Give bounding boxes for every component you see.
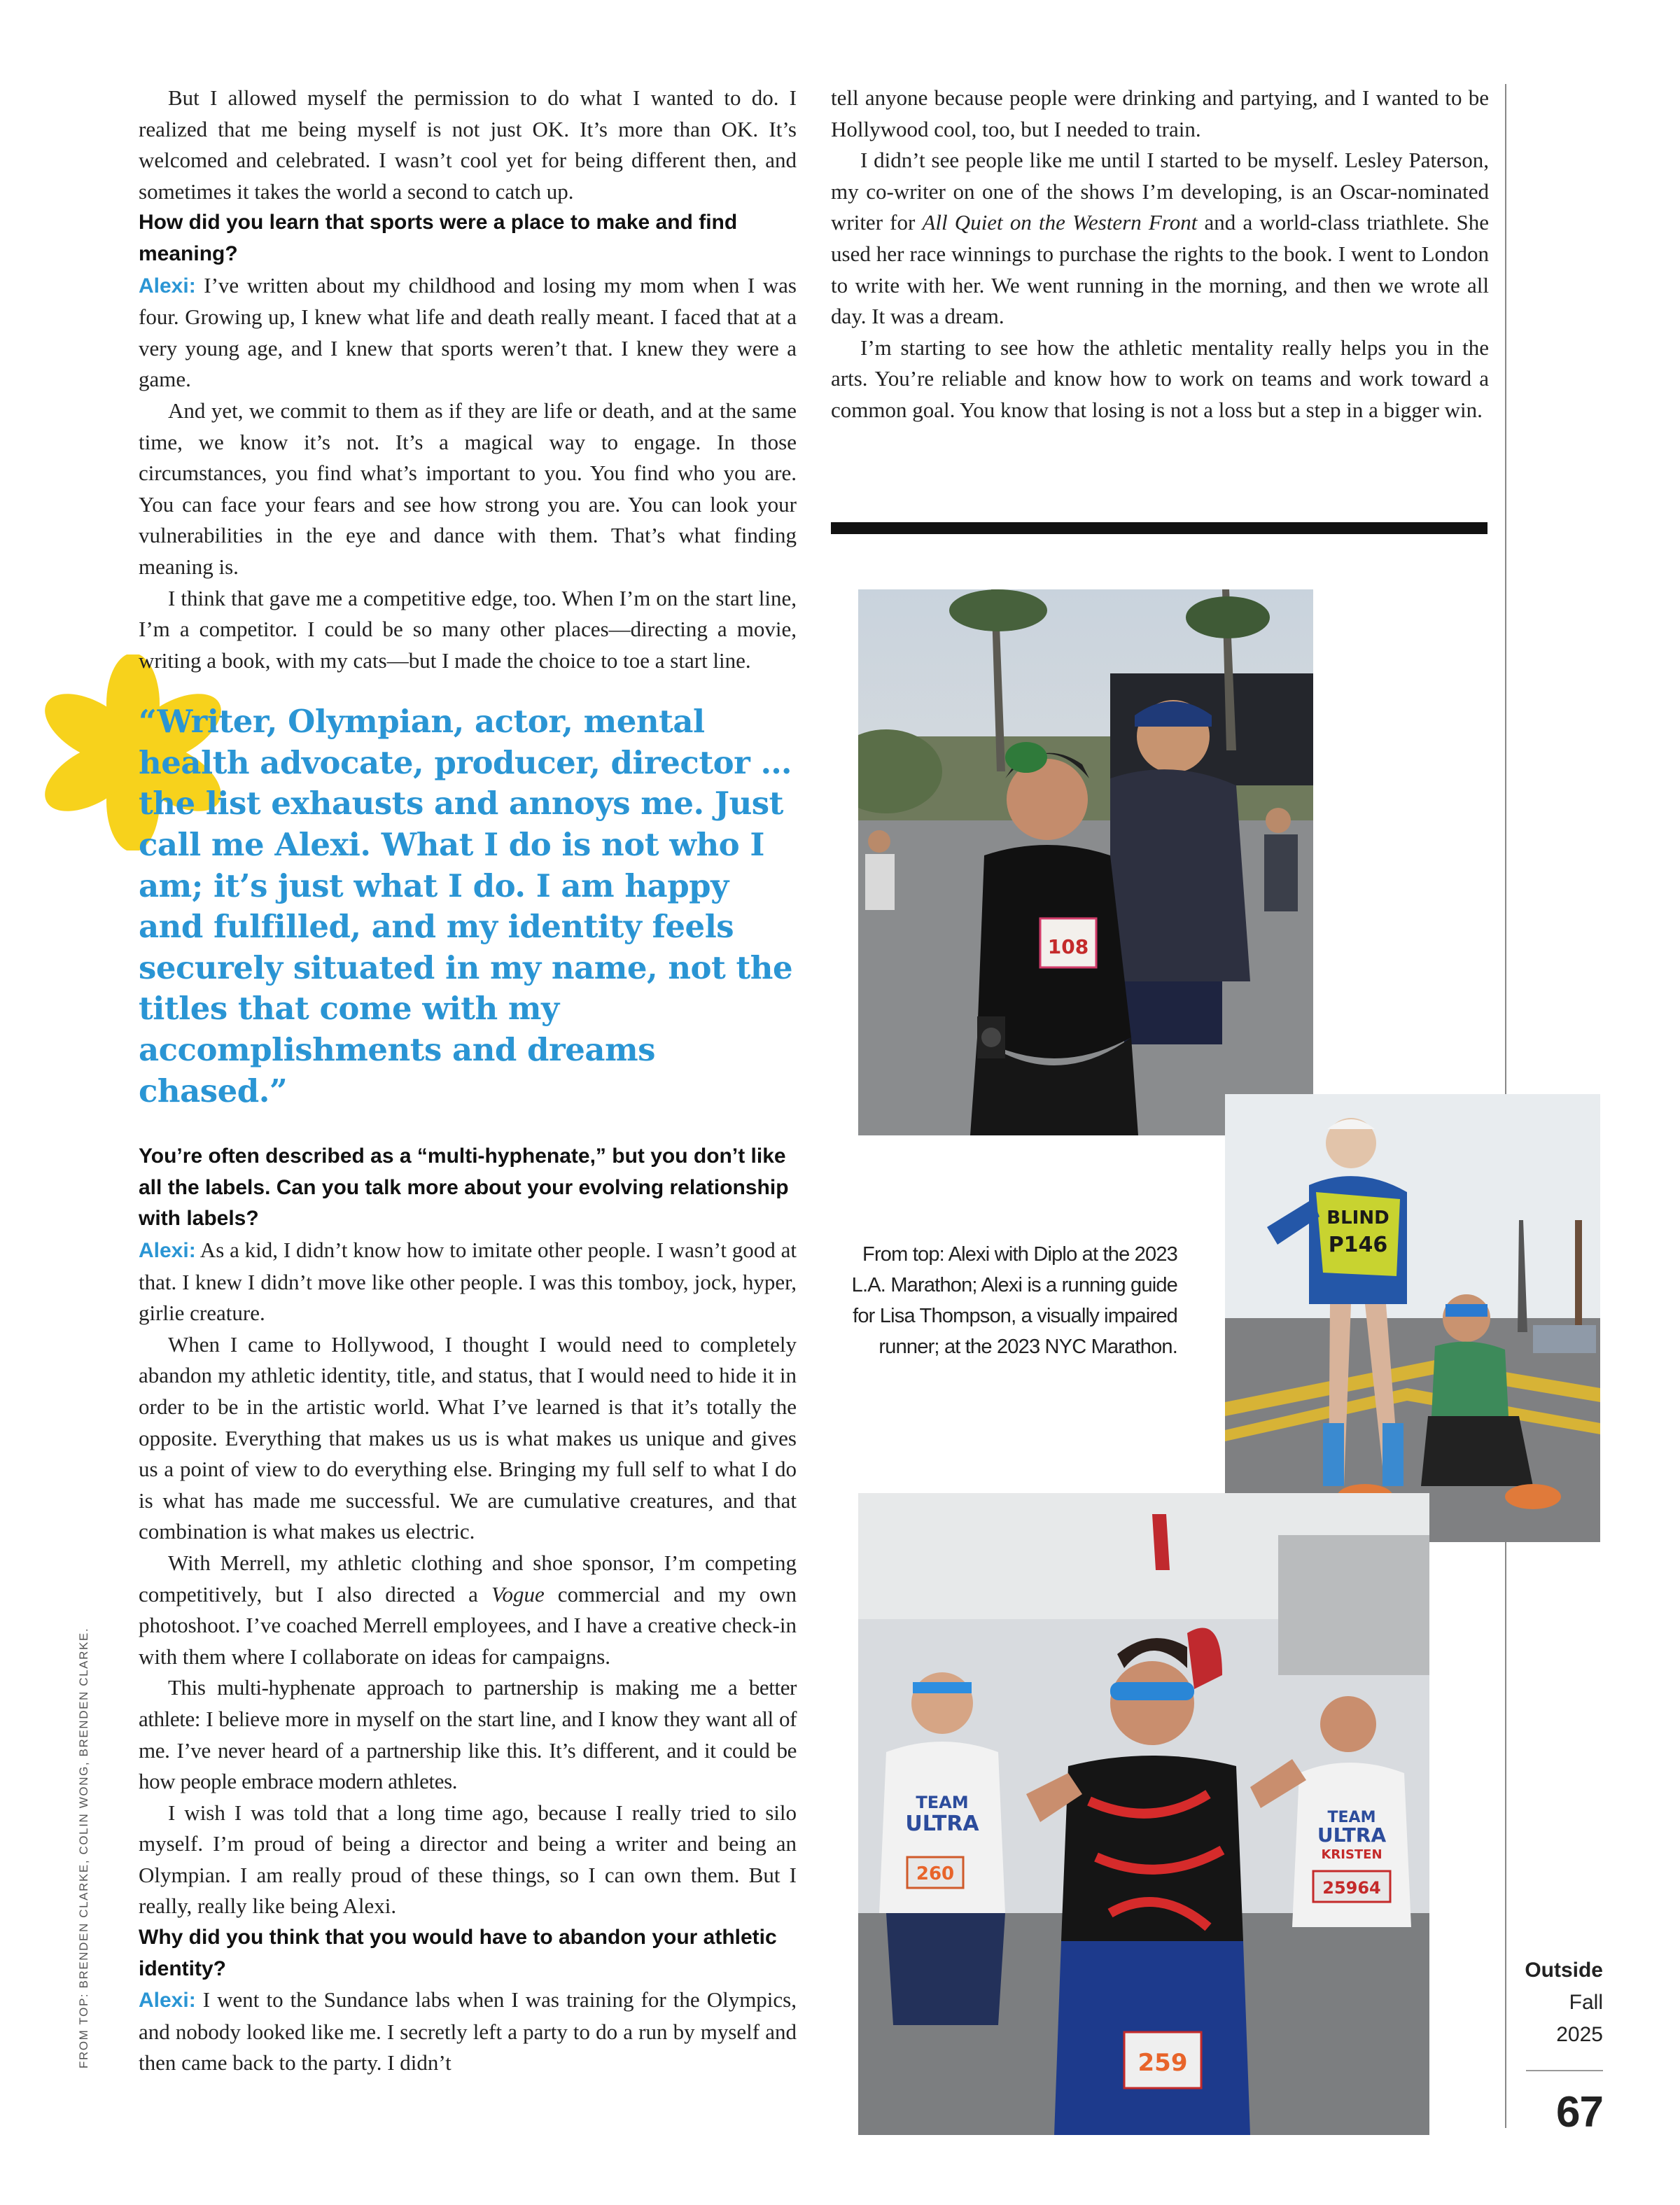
answer-text: I went to the Sundance labs when I was training for the Olympics, and nobody looked like me. I secretly left a party to do a run by myself and then came back to the party. I didn’t: [139, 1987, 797, 2076]
bib-number: 25964: [1322, 1878, 1381, 1898]
film-title: All Quiet on the Western Front: [922, 210, 1198, 235]
bib-number: P146: [1328, 1233, 1388, 1257]
answer-paragraph: [139, 1984, 797, 2079]
answer-paragraph: [139, 1235, 797, 1329]
answer-text: I’ve written about my childhood and losing my mom when I was four. Growing up, I knew what life and death really meant. I faced that at a very young age, and I knew that sports weren’t that. I knew they were a game.: [139, 272, 797, 392]
answer-text: As a kid, I didn’t know how to imitate other people. I wasn’t good at that. I knew I didn’t move like other people. I was this tomboy, jock, hyper, girlie creature.: [139, 1238, 797, 1326]
body-paragraph: I’m starting to see how the athletic mentality really helps you in the arts. You’re reliable and know how to work on teams and work toward a common goal. You know that losing is not a loss but a step in a bigger win.: [831, 335, 1489, 422]
left-column: [139, 83, 797, 2079]
shirt-text: ULTRA: [1317, 1823, 1387, 1847]
body-paragraph: [831, 145, 1489, 332]
question-heading: Why did you think that you would have to abandon your athletic identity?: [139, 1926, 777, 1980]
body-text: commercial and my own photoshoot. I’ve coached Merrell employees, and I have a creative check-in with them where I collaborate on ideas for campaigns.: [139, 1581, 797, 1669]
vest-label: BLIND: [1326, 1208, 1390, 1228]
photo-nyc-marathon: [858, 1493, 1429, 2135]
body-text: With Merrell, my athletic clothing and shoe sponsor, I’m competing competitively, but I also directed a: [139, 1550, 797, 1606]
publication-name: Vogue: [491, 1581, 545, 1606]
speaker-label: Alexi:: [139, 1239, 196, 1262]
folio-season: Fall: [1569, 1991, 1603, 2014]
photo-la-marathon-illustration: [858, 589, 1313, 1135]
shirt-text: TEAM: [1327, 1809, 1376, 1826]
question-heading: You’re often described as a “multi-hyphenate,” but you don’t like all the labels. Can you talk more about your evolving relationship with labels?: [139, 1144, 789, 1231]
photo-caption: From top: Alexi with Diplo at the 2023 L.A. Marathon; Alexi is a running guide for Lisa Thompson, a visually impaired runner; at the 2023 NYC Marathon.: [851, 1243, 1177, 1358]
photo-la-marathon: [858, 589, 1313, 1135]
section-divider-bar: [831, 522, 1488, 534]
body-paragraph: This multi-hyphenate approach to partnership is making me a better athlete: I believe more in myself on the start line, and I know they want all of me. I’ve never heard of a partnership like this. It’s different, and it could be how people embrace modern athletes.: [139, 1675, 797, 1794]
shirt-text: ULTRA: [905, 1812, 979, 1836]
speaker-label: Alexi:: [139, 1989, 196, 2012]
body-paragraph: I think that gave me a competitive edge, too. When I’m on the start line, I’m a competitor. I could be so many other places—directing a movie, writing a book, with my cats—but I made the choice to toe a start line.: [139, 585, 797, 673]
pull-quote: “Writer, Olympian, actor, mental health advocate, producer, director … the list exhausts and annoys me. Just call me Alexi. What I do is not who I am; it’s just what I do. I am happy and fulfilled, and my identity feels securely situated in my name, not the titles that come with my accomplishments and dreams chased.”: [139, 703, 793, 1110]
answer-paragraph: [139, 270, 797, 396]
folio-year: 2025: [1556, 2023, 1603, 2046]
photo-guide-runner: [1225, 1094, 1600, 1542]
body-text: and a world-class triathlete. She used her race winnings to purchase the rights to the book. I went to London to write with her. We went running in the morning, and then we wrote all day. It was a dream.: [831, 210, 1489, 329]
folio-divider: [1526, 2070, 1603, 2071]
body-paragraph: And yet, we commit to them as if they are life or death, and at the same time, we know it’s not. It’s a magical way to engage. In those circumstances, you find what’s important to you. You find who you are. You can face your fears and see how strong you are. You can look your vulnerabilities in the eye and dance with them. That’s what finding meaning is.: [139, 398, 797, 579]
photo-guide-runner-illustration: [1225, 1094, 1600, 1542]
body-paragraph: When I came to Hollywood, I thought I would need to completely abandon my athletic identity, title, and status, that I would need to hide it in order to be in the artistic world. What I’ve learned is that it’s totally the opposite. Everything that makes us us is what makes us unique and gives us a point of view to do everything else. Bringing my full self to what I do is what has made me successful. We are cumulative creatures, and that combination is what makes us electric.: [139, 1331, 797, 1544]
shirt-text: TEAM: [916, 1793, 969, 1812]
question-heading: How did you learn that sports were a place to make and find meaning?: [139, 211, 738, 265]
bib-number: 259: [1138, 2049, 1188, 2077]
photo-credit: FROM TOP: BRENDEN CLARKE, COLIN WONG, BRENDEN CLARKE.: [77, 1627, 90, 2068]
body-paragraph: [139, 1548, 797, 1672]
speaker-label: Alexi:: [139, 274, 196, 298]
shirt-text: KRISTEN: [1321, 1847, 1382, 1862]
body-text: I didn’t see people like me until I started to be myself. Lesley Paterson, my co-writer on one of the shows I’m developing, is an Oscar-nominated writer for: [831, 148, 1489, 235]
page-number: 67: [1556, 2088, 1603, 2136]
body-paragraph: But I allowed myself the permission to do what I wanted to do. I realized that me being myself is not just OK. It’s more than OK. It’s welcomed and celebrated. I wasn’t cool yet for being different then, and sometimes it takes the world a second to catch up.: [139, 85, 797, 204]
photo-nyc-marathon-illustration: [858, 1493, 1429, 2135]
body-paragraph: I wish I was told that a long time ago, because I really tried to silo myself. I’m proud of being a director and being a writer and being an Olympian. I am really proud of these things, so I can own them. But I really, really like being Alexi.: [139, 1800, 797, 1919]
folio-magazine-name: Outside: [1525, 1959, 1603, 1982]
right-column: [831, 83, 1489, 426]
bib-number: 260: [916, 1863, 955, 1884]
body-paragraph: tell anyone because people were drinking and partying, and I wanted to be Hollywood cool, too, but I needed to train.: [831, 85, 1489, 141]
bib-number: 108: [1047, 935, 1089, 958]
